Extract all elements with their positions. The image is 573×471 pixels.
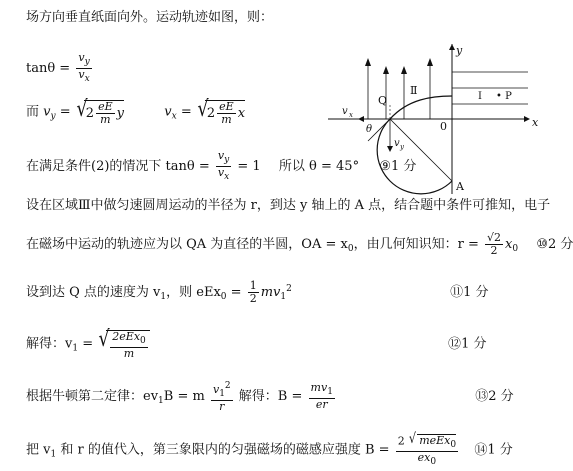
text-line-6: 在磁场中运动的轨迹应为以 QA 为直径的半圆，OA = $x_0$，由几何知识知：r = $\frac{√2}{2}$ $x_0$ ⑩2 分 — [26, 231, 573, 257]
score-mark: ⑩ — [536, 237, 549, 252]
origin-label: 0 — [440, 120, 447, 133]
sqrt-expression: √ 2 $\frac{eE}{m}$ x — [197, 97, 246, 126]
point-p-label: • P — [496, 91, 512, 102]
sqrt-expression: √ 2 $\frac{eE}{m}$ y — [76, 97, 124, 126]
velocity-components-formula: 而 $v_y$ = √ 2 $\frac{eE}{m}$ y $v_x$ = √ 2 $\frac{eE}{m}$ x — [26, 97, 246, 126]
score-mark: ⑭ — [474, 442, 488, 458]
score-text: 1 分 — [487, 442, 513, 458]
svg-text:x: x — [349, 111, 353, 119]
text-line-8: 解得：$v_1$ = √ $\frac{2eEx_0}{m}$ ⑫1 分 — [26, 327, 487, 360]
score-mark: ⑬ — [475, 389, 489, 404]
x-axis-label: x — [532, 116, 539, 129]
score-text: 1 分 — [391, 159, 417, 174]
text-line-9: 根据牛顿第二定律：$ev_1B = m$ $\frac{v_1^2}{r}$ 解得：B = $\frac{mv_1}{er}$ ⑬2 分 — [26, 381, 514, 413]
score-text: 1 分 — [463, 285, 489, 300]
svg-text:y: y — [400, 143, 404, 151]
text-line-5: 设在区域Ⅲ中做匀速圆周运动的半径为 r，到达 y 轴上的 A 点，结合题中条件可推知，电子 — [26, 198, 551, 213]
trajectory-curve — [390, 96, 452, 119]
score-mark: ⑨ — [379, 159, 392, 174]
score-text: 1 分 — [461, 336, 487, 352]
trajectory-diagram — [328, 44, 548, 194]
theta-label: θ — [366, 124, 373, 135]
tan-theta-formula: tanθ = $\frac{v_y}{v_x}$ — [26, 51, 90, 84]
point-q-label: Q — [378, 94, 388, 107]
score-mark: ⑫ — [448, 336, 462, 352]
condition-line: 在满足条件(2)的情况下 tanθ = $\frac{v_y}{v_x}$ = 1 所以 θ = 45° ⑨1 分 — [26, 149, 417, 182]
region-2-label: Ⅱ — [410, 84, 418, 97]
score-text: 2 分 — [548, 237, 573, 252]
region-1-label: I — [478, 91, 482, 102]
vx-label: v — [342, 106, 348, 117]
score-mark: ⑪ — [450, 285, 464, 300]
text-line-1: 场方向垂直纸面向外。运动轨迹如图，则： — [26, 10, 274, 25]
vy-label: v — [394, 138, 400, 149]
y-axis-label: y — [456, 44, 463, 57]
score-text: 2 分 — [488, 389, 514, 404]
text-line-10: 把 $v_1$ 和 r 的值代入，第三象限内的匀强磁场的磁感应强度 B = 2 √ meEx$_0$ $ex_0$ ⑭1 分 — [26, 431, 513, 467]
text-line-7: 设到达 Q 点的速度为 $v_1$，则 eEx$_0$ = $\frac{1}{2}$ $mv_1^2$ ⑪1 分 — [26, 279, 489, 305]
point-a-label: A — [456, 180, 464, 193]
fraction: $\frac{v_y}{v_x}$ — [78, 51, 90, 84]
